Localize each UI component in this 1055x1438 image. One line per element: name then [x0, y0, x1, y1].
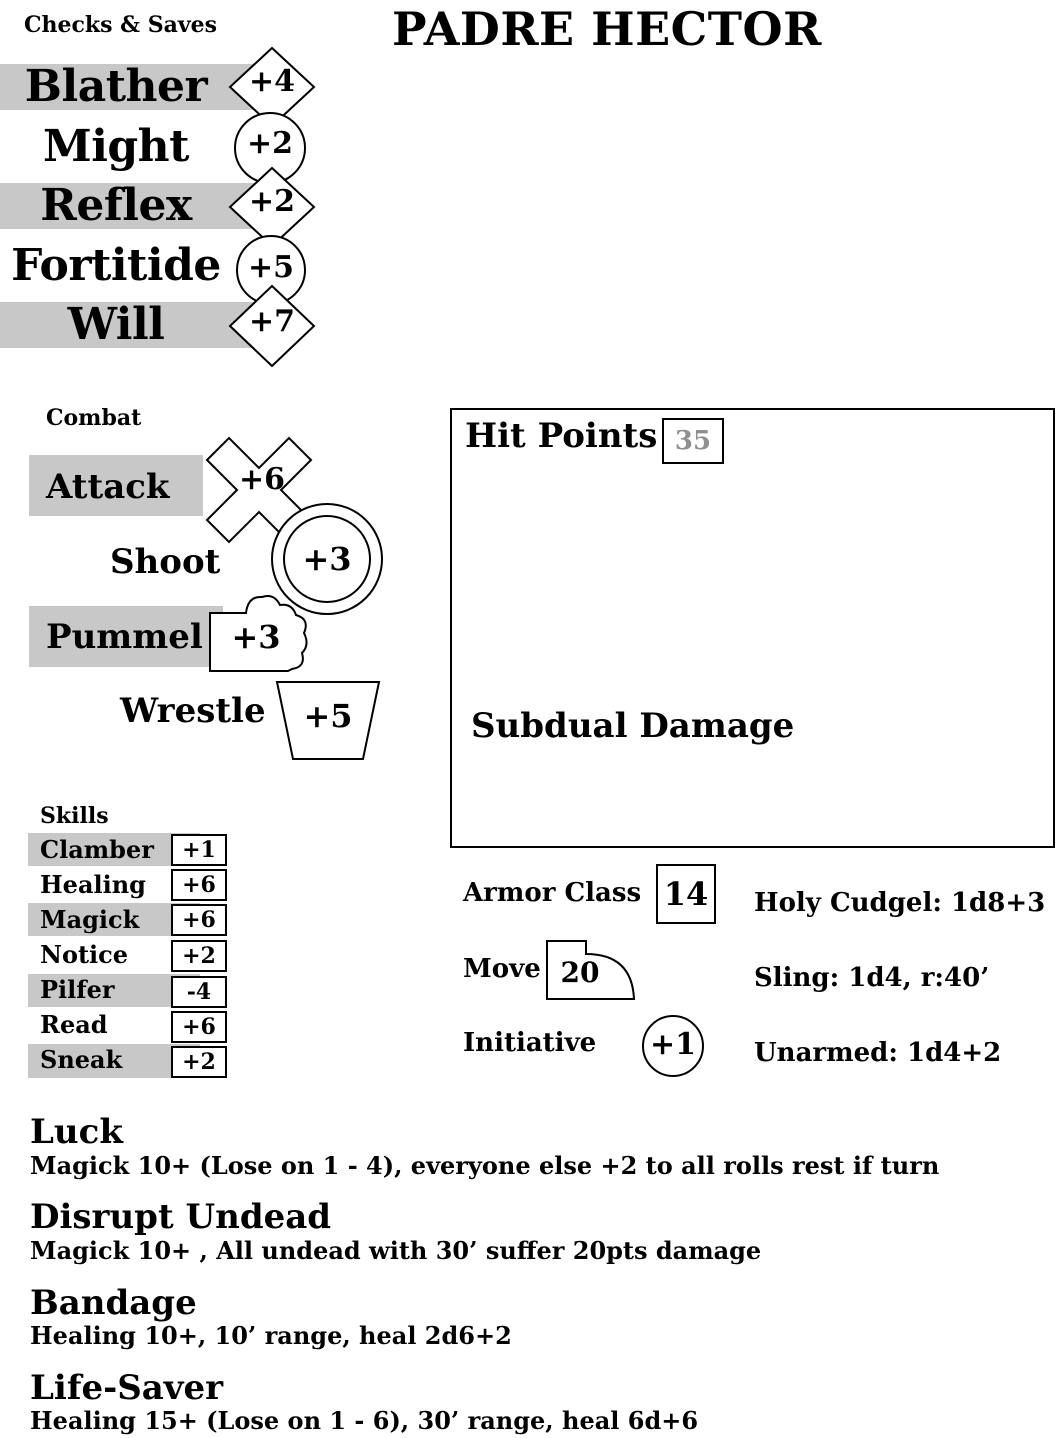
ability-desc-life-saver: Healing 15+ (Lose on 1 - 6), 30’ range, heal 6d+6: [30, 1406, 699, 1435]
save-value-might: +2: [246, 126, 293, 161]
combat-label-pummel: Pummel: [46, 617, 203, 657]
initiative-value: +1: [649, 1027, 696, 1062]
hit-points-label: Hit Points: [465, 416, 658, 456]
armor-class-label: Armor Class: [463, 878, 642, 908]
skill-value-clamber: +1: [171, 834, 227, 866]
character-name: PADRE HECTOR: [392, 2, 822, 56]
move-value: 20: [560, 956, 600, 989]
save-label-reflex: Reflex: [40, 180, 192, 231]
combat-value-attack: +6: [238, 462, 285, 497]
attack-holy-cudgel: Holy Cudgel: 1d8+3: [754, 888, 1046, 918]
ability-title-luck: Luck: [30, 1112, 123, 1152]
combat-value-wrestle: +5: [303, 697, 353, 735]
save-value-blather: +4: [248, 64, 295, 99]
save-label-blather: Blather: [24, 61, 208, 112]
attack-sling: Sling: 1d4, r:40’: [754, 963, 990, 993]
combat-value-pummel: +3: [231, 618, 281, 656]
initiative-label: Initiative: [463, 1028, 597, 1058]
combat-label-shoot: Shoot: [110, 542, 221, 582]
skill-label-sneak: Sneak: [40, 1045, 123, 1074]
ability-title-life-saver: Life-Saver: [30, 1368, 224, 1408]
save-value-fortitide: +5: [247, 250, 294, 285]
save-value-reflex: +2: [248, 184, 295, 219]
combat-label-attack: Attack: [46, 467, 170, 507]
skill-value-healing: +6: [171, 869, 227, 901]
skill-label-pilfer: Pilfer: [40, 975, 115, 1004]
combat-label-wrestle: Wrestle: [120, 691, 266, 731]
attack-unarmed: Unarmed: 1d4+2: [754, 1038, 1002, 1068]
skill-value-magick: +6: [171, 904, 227, 936]
hit-points-box[interactable]: [450, 408, 1055, 848]
ability-desc-bandage: Healing 10+, 10’ range, heal 2d6+2: [30, 1321, 512, 1350]
skill-label-clamber: Clamber: [40, 835, 154, 864]
skill-value-notice: +2: [171, 940, 227, 972]
skill-label-notice: Notice: [40, 940, 129, 969]
save-label-fortitide: Fortitide: [11, 240, 221, 291]
combat-heading: Combat: [46, 405, 142, 431]
ability-title-disrupt-undead: Disrupt Undead: [30, 1197, 332, 1237]
subdual-damage-label: Subdual Damage: [471, 706, 795, 746]
checks-saves-heading: Checks & Saves: [24, 12, 218, 38]
combat-value-shoot: +3: [302, 540, 352, 578]
skill-label-read: Read: [40, 1010, 108, 1039]
ability-title-bandage: Bandage: [30, 1283, 197, 1323]
ability-desc-luck: Magick 10+ (Lose on 1 - 4), everyone else +2 to all rolls rest if turn: [30, 1151, 940, 1180]
skill-value-read: +6: [171, 1011, 227, 1043]
skills-heading: Skills: [40, 803, 109, 829]
skill-value-sneak: +2: [171, 1046, 227, 1078]
armor-class-value: 14: [656, 864, 716, 924]
move-label: Move: [463, 954, 541, 984]
save-label-might: Might: [43, 121, 189, 172]
skill-label-healing: Healing: [40, 870, 146, 899]
skill-label-magick: Magick: [40, 905, 140, 934]
hit-points-value[interactable]: 35: [662, 418, 724, 464]
save-label-will: Will: [67, 299, 165, 350]
skill-value-pilfer: -4: [171, 976, 227, 1008]
save-value-will: +7: [248, 304, 295, 339]
ability-desc-disrupt-undead: Magick 10+ , All undead with 30’ suffer 20pts damage: [30, 1236, 762, 1265]
